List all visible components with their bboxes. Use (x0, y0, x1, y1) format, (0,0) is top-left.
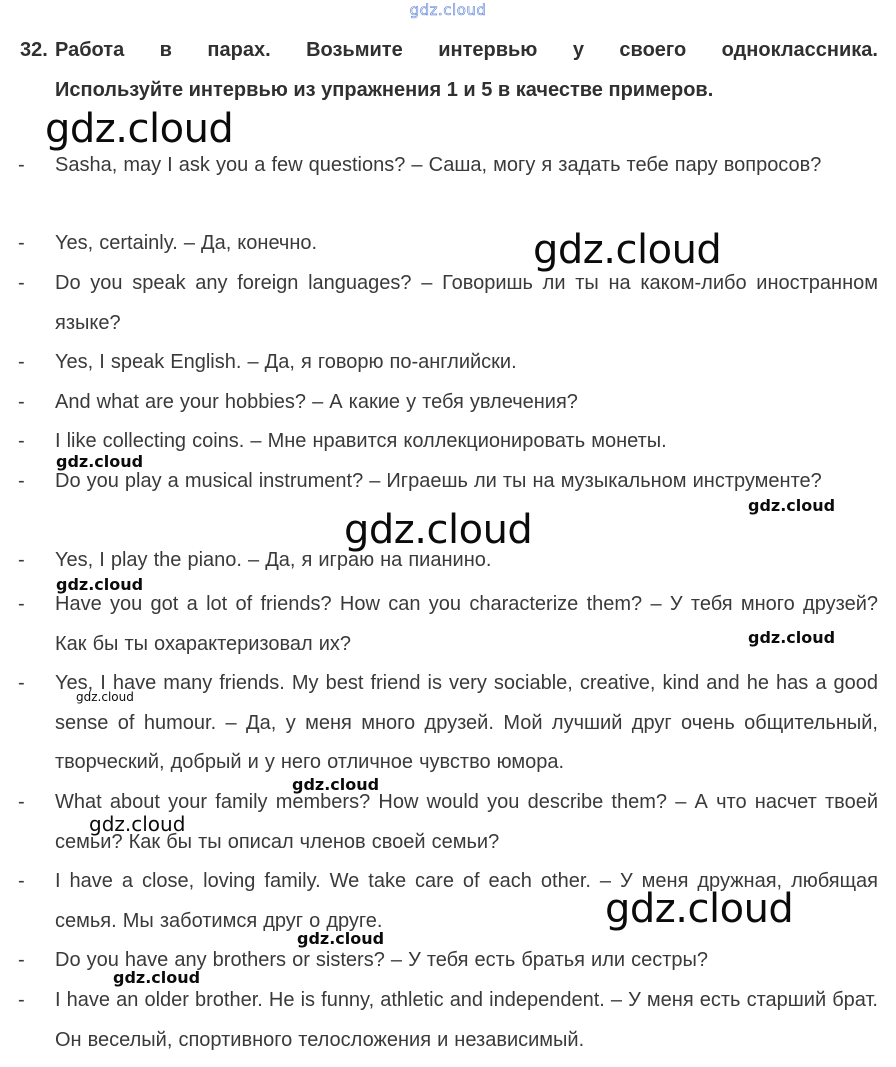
watermark: gdz.cloud (748, 628, 836, 647)
dash-marker: - (18, 949, 25, 971)
heading-line-2: Используйте интервью из упражнения 1 и 5 в качестве примеров. (55, 79, 714, 101)
exercise-number: 32. (20, 39, 48, 61)
dialogue-text: Yes, I speak English. – Да, я говорю по-английски. (55, 351, 517, 373)
watermark: gdz.cloud (56, 575, 144, 594)
watermark: gdz.cloud (748, 496, 836, 515)
dash-marker: - (18, 154, 25, 176)
dialogue-text: I have an older brother. He is funny, athletic and independent. – У меня есть старший брат. Он веселый, спортивного телосложения и независимый. (55, 989, 878, 1051)
watermark: gdz.cloud (56, 452, 144, 471)
dash-marker: - (18, 430, 25, 452)
watermark: gdz.cloud (344, 507, 533, 553)
dash-marker: - (18, 791, 25, 813)
watermark: gdz.cloud (605, 886, 794, 932)
dash-marker: - (18, 549, 25, 571)
dash-marker: - (18, 989, 25, 1011)
dialogue-text: Yes, I play the piano. – Да, я играю на пианино. (55, 549, 492, 571)
dash-marker: - (18, 672, 25, 694)
dialogue-text: Sasha, may I ask you a few questions? – Саша, могу я задать тебе пару вопросов? (55, 154, 822, 176)
heading-line-1: Работа в парах. Возьмите интервью у своего одноклассника. (55, 39, 878, 61)
dash-marker: - (18, 391, 25, 413)
dash-marker: - (18, 351, 25, 373)
watermark: gdz.cloud (89, 812, 186, 836)
dash-marker: - (18, 593, 25, 615)
dialogue-text: Do you play a musical instrument? – Играешь ли ты на музыкальном инструменте? (55, 470, 822, 492)
watermark: gdz.cloud (533, 227, 722, 273)
dialogue-text: Do you speak any foreign languages? – Говоришь ли ты на каком-либо иностранном языке? (55, 272, 878, 334)
dash-marker: - (18, 272, 25, 294)
dialogue-text: And what are your hobbies? – А какие у тебя увлечения? (55, 391, 578, 413)
dialogue-text: Yes, certainly. – Да, конечно. (55, 232, 318, 254)
watermark: gdz.cloud (76, 690, 134, 704)
watermark: gdz.cloud (45, 106, 234, 152)
top-watermark: gdz.cloud (409, 1, 487, 19)
dash-marker: - (18, 870, 25, 892)
dialogue-text: I like collecting coins. – Мне нравится коллекционировать монеты. (55, 430, 667, 452)
dialogue-text: I have a close, loving family. We take care of each other. – У меня дружная, любящая семья. Мы заботимся друг о друге. (55, 870, 878, 932)
dialogue-text: What about your family members? How would you describe them? – А что насчет твоей семьи? Как бы ты описал членов своей семьи? (55, 791, 878, 853)
dash-marker: - (18, 470, 25, 492)
dash-marker: - (18, 232, 25, 254)
watermark: gdz.cloud (113, 968, 201, 987)
watermark: gdz.cloud (292, 775, 380, 794)
dialogue-text: Do you have any brothers or sisters? – У тебя есть братья или сестры? (55, 949, 709, 971)
exercise-heading (20, 30, 878, 110)
dialogue-text: Have you got a lot of friends? How can you characterize them? – У тебя много друзей? Как бы ты охарактеризовал их? (55, 593, 878, 655)
dialogue-text: Yes, I have many friends. My best friend is very sociable, creative, kind and he has a good sense of humour. – Да, у меня много друзей. Мой лучший друг очень общительный, творческий, добрый и у него отличное чувство юмора. (55, 672, 878, 773)
watermark: gdz.cloud (297, 929, 385, 948)
